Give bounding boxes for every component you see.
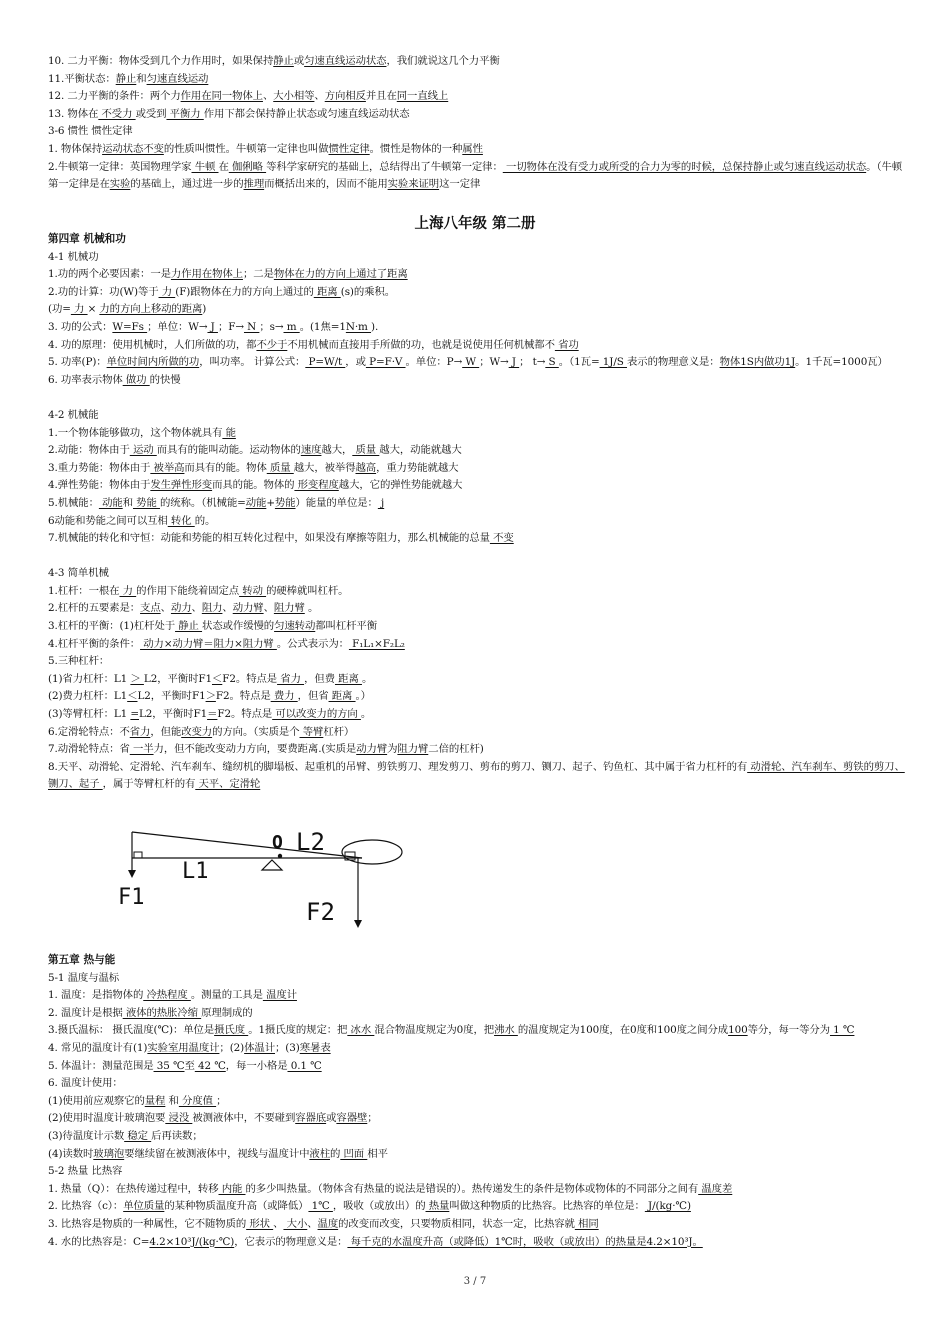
text-line: 5.机械能： 动能和 势能 的统称。（机械能=动能+势能）能量的单位是： j (48, 496, 385, 509)
fulcrum-triangle (262, 860, 282, 870)
text-line: 3.重力势能：物体由于 被举高而具有的能。物体 质量 越大，被举得越高，重力势能就越大 (48, 461, 459, 474)
text-line: 12. 二力平衡的条件：两个力作用在同一物体上、大小相等、方向相反并且在同一直线上 (48, 90, 449, 103)
section-heading: 5-2 热量 比热容 (48, 1165, 123, 1178)
text-paragraph: 8.天平、动滑轮、定滑轮、汽车刹车、缝纫机的脚塌板、起重机的吊臂、剪铁剪刀、理发剪刀、剪布的剪刀、铡刀、起子、钓鱼杠、其中属于省力杠杆的有 动滑轮、汽车刹车、剪铁的剪刀、铡刀、起子 ，属于等臂杠杆的有 天平、定滑轮 (48, 760, 905, 791)
chapter-title: 第四章 机械和功 (48, 233, 126, 245)
section-heading: 4-1 机械功 (48, 250, 99, 263)
text-line: (3)待温度计示数 稳定 后再读数； (48, 1129, 203, 1142)
text-line: 5. 体温计：测量范围是 35 ℃至 42 ℃，每一小格是 0.1 ℃ (48, 1059, 322, 1072)
section-heading: 3-6 惯性 惯性定律 (48, 125, 133, 138)
f2-arrow-head (354, 920, 362, 928)
text-line: 2.动能：物体由于 运动 而具有的能叫动能。运动物体的速度越大， 质量 越大，动能就越大 (48, 444, 462, 457)
text-line: 2. 温度计是根据 液体的热胀冷缩 原理制成的 (48, 1006, 253, 1019)
text-line: 11.平衡状态：静止和匀速直线运动 (48, 72, 209, 85)
text-paragraph: 5. 功率(P)：单位时间内所做的功，叫功率。 计算公式： P=W/t ，或 P=F·V 。单位：P→ W ；W→ J ； t→ S 。（1瓦= 1J/S 表示的物理意义是：物体1S内做功1J。1千瓦=1000瓦） (48, 356, 888, 369)
blank-line (48, 389, 908, 407)
text-paragraph: 3.摄氏温标： 摄氏温度(℃)：单位是摄氏度 。1摄氏度的规定：把 冰水 混合物温度规定为0度，把沸水 的温度规定为100度，在0度和100度之间分成100等分，每一等分为 1 ℃ (48, 1024, 855, 1037)
pivot-label-o: O (272, 832, 283, 853)
chapter4-section (48, 231, 908, 794)
f1-arrow-head (128, 870, 136, 878)
blank-line (48, 548, 908, 566)
text-line: 13. 物体在 不受力 或受到 平衡力 作用下都会保持静止状态或匀速直线运动状态 (48, 107, 410, 120)
text-line: (1)省力杠杆：L1 ＞ L2，平衡时F1＜F2。特点是 省力 ，但费 距离 。 (48, 672, 373, 685)
text-line: 2.功的计算：功(W)等于 力 (F)跟物体在力的方向上通过的 距离 (s)的乘积。 (48, 285, 396, 298)
text-line: 3. 功的公式：W=Fs ；单位：W→ J ；F→ N ；s→ m 。(1焦=1N·m ). (48, 320, 379, 333)
text-line: (4)读数时玻璃泡要继续留在被测液体中，视线与温度计中液柱的 凹面 相平 (48, 1147, 388, 1160)
fulcrum-pivot (278, 854, 282, 858)
text-line: (1)使用前应观察它的量程 和 分度值 ； (48, 1094, 227, 1107)
text-line: 5.三种杠杆： (48, 655, 110, 668)
chapter5-section (48, 952, 908, 1251)
text-line: 2. 比热容（c）：单位质量的某种物质温度升高（或降低） 1℃ ，吸收（或放出）的 热量叫做这种物质的比热容。比热容的单位是： J/(kg·℃) (48, 1200, 691, 1213)
text-line: 4. 常见的温度计有(1)实验室用温度计；(2)体温计；(3)寒暑表 (48, 1041, 331, 1054)
text-line: 1. 热量（Q）：在热传递过程中，转移 内能 的多少叫热量。（物体含有热量的说法是错误的）。热传递发生的条件是物体或物体的不同部分之间有 温度差 (48, 1182, 733, 1195)
text-line: 6动能和势能之间可以互相 转化 的。 (48, 514, 216, 527)
f1-label: F1 (118, 885, 145, 910)
text-line: 1. 物体保持运动状态不变的性质叫惯性。牛顿第一定律也叫做惯性定律。惯性是物体的一种属性 (48, 142, 483, 155)
text-line: 6.定滑轮特点：不省力，但能改变力的方向。（实质是个 等臂杠杆） (48, 725, 355, 738)
lever-slant (132, 832, 362, 858)
text-paragraph: 2.牛顿第一定律：英国物理学家 牛顿 在 伽俐略 等科学家研究的基础上，总结得出了牛顿第一定律： 一切物体在没有受力或所受的合力为零的时候，总保持静止或匀速直线运动状态。（牛顿第一定律是在实验的基础上，通过进一步的推理而概括出来的，因而不能用实验来证明这一定律 (48, 160, 903, 191)
text-line: 3.杠杆的平衡：(1)杠杆处于 静止 状态或作缓慢的匀速转动都叫杠杆平衡 (48, 620, 378, 633)
text-line: 7.机械能的转化和守恒：动能和势能的相互转化过程中，如果没有摩擦等阻力，那么机械能的总量 不变 (48, 532, 514, 545)
text-line: 2.杠杆的五要素是：支点、动力、阻力、动力臂、阻力臂 。 (48, 602, 319, 615)
text-line: 10. 二力平衡：物体受到几个力作用时，如果保持静止或匀速直线运动状态，我们就说这几个力平衡 (48, 55, 500, 67)
text-line: 7.动滑轮特点：省 一半力，但不能改变动力方向，要费距离.(实质是动力臂为阻力臂二倍的杠杆) (48, 743, 484, 756)
book-title: 上海八年级 第二册 (414, 215, 536, 232)
text-line: 6. 功率表示物体 做功 的快慢 (48, 373, 181, 386)
text-line: 4. 水的比热容是：C=4.2×10³J/(kg·℃)，它表示的物理意义是： 每千克的水温度升高（或降低）1℃时，吸收（或放出）的热量是4.2×10³J。 (48, 1235, 703, 1248)
section-heading: 5-1 温度与温标 (48, 971, 120, 984)
text-line: 3. 比热容是物质的一种属性，它不随物质的 形状 、 大小、温度的改变而改变，只要物质相同，状态一定，比热容就 相同 (48, 1217, 599, 1230)
text-line: 1.功的两个必要因素：一是力作用在物体上；二是物体在力的方向上通过了距离 (48, 268, 408, 281)
text-line: 1.杠杆：一根在 力 的作用下能绕着固定点 转动 的硬棒就叫杠杆。 (48, 584, 349, 597)
section-heading: 4-3 简单机械 (48, 567, 109, 580)
page-number: 3 / 7 (463, 1276, 487, 1287)
text-line: (3)等臂杠杆：L1 =L2，平衡时F1＝F2。特点是 可以改变力的方向 。 (48, 708, 372, 721)
chapter-title: 第五章 热与能 (48, 954, 116, 966)
text-line: (2)使用时温度计玻璃泡要 浸没 被测液体中，不要碰到容器底或容器壁； (48, 1112, 378, 1125)
text-line: 1. 温度：是指物体的 冷热程度 。测量的工具是 温度计 (48, 989, 297, 1002)
text-line: (功= 力 × 力的方向上移动的距离) (48, 303, 207, 316)
text-line: 1.一个物体能够做功，这个物体就具有 能 (48, 426, 236, 439)
text-line: (2)费力杠杆：L1＜L2，平衡时F1＞F2。特点是 费力 ，但省 距离 。） (48, 690, 371, 703)
l2-label: L2 (296, 828, 325, 856)
top-section (48, 53, 908, 194)
l1-label: L1 (182, 859, 209, 884)
f2-label: F2 (306, 898, 335, 926)
text-line: 4.杠杆平衡的条件： 动力×动力臂＝阻力×阻力臂 。公式表示为： F₁L₁×F₂L₂ (48, 637, 405, 650)
f1-right-angle (134, 852, 142, 858)
text-line: 6. 温度计使用： (48, 1077, 123, 1090)
text-line: 4.弹性势能：物体由于发生弹性形变而具的能。物体的 形变程度越大，它的弹性势能就越大 (48, 479, 463, 492)
section-heading: 4-2 机械能 (48, 408, 99, 421)
lever-diagram (110, 812, 440, 932)
text-line: 4. 功的原理：使用机械时，人们所做的功，都不少于不用机械而直接用手所做的功，也就是说使用任何机械都不 省功 (48, 338, 579, 351)
